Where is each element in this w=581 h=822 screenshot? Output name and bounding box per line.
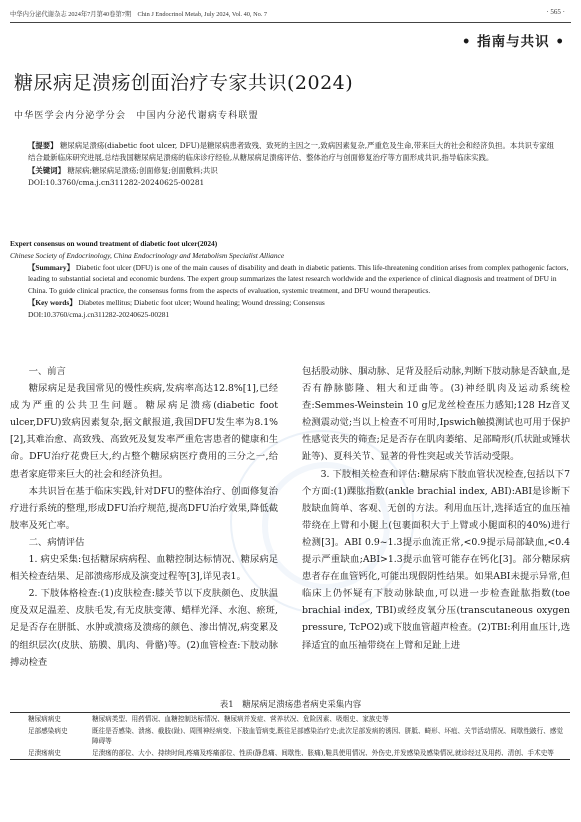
keywords-text-en: Diabetes mellitus; Diabetic foot ulcer; Wound healing; Wound dressing; Consensus xyxy=(78,297,325,307)
journal-header: 中华内分泌代谢杂志 2024年7月第40卷第7期 Chin J Endocrinol Metab, July 2024, Vol. 40, No. 7 xyxy=(10,11,268,18)
body-paragraph: 包括股动脉、腘动脉、足背及胫后动脉,判断下肢动脉是否缺血,是否有静脉膨隆、粗大和迂曲等。(3)神经肌肉及运动系统检查:Semmes-Weinstein 10 g尼龙丝检查压力感知;128 Hz音叉检测震动觉;当以上检查不可用时,Ipswich触摸测试也可用于保护性感觉丧失的筛查;足是否存在肌肉萎缩、足部畸形(爪状趾或锤状趾等)、夏科关节、显著的骨性突起或关节活动受限。 xyxy=(302,366,570,463)
table-cell-value: 足溃疡的部位、大小、持续时间,疼痛及疼痛部位、性质(静息痛、间歇性、胀痛),鞋具使用情况、外伤史,并发感染及感染情况,就诊经过及用药、清创、手术史等 xyxy=(90,747,570,760)
header-divider xyxy=(10,22,571,23)
abstract-cn xyxy=(28,140,558,190)
doi-en: DOI:10.3760/cma.j.cn311282-20240625-00281 xyxy=(28,309,170,319)
table-cell-key: 足部感染病史 xyxy=(28,727,68,735)
table-caption: 表1 糖尿病足溃疡患者病史采集内容 xyxy=(219,700,362,710)
body-paragraph: 本共识旨在基于临床实践,针对DFU的整体治疗、创面修复治疗进行系统的整理,形成DFU治疗规范,提高DFU治疗效果,降低截肢率及死亡率。 xyxy=(10,485,278,531)
right-column xyxy=(302,363,570,654)
summary-label: 【提要】 xyxy=(28,141,58,150)
article-title: 糖尿病足溃疡创面治疗专家共识(2024) xyxy=(14,72,354,94)
abstract-cn-summary xyxy=(28,140,558,165)
table-row xyxy=(10,747,570,760)
keywords-label: 【关键词】 xyxy=(28,165,65,175)
section-label: • 指南与共识 • xyxy=(461,34,565,50)
doi: DOI:10.3760/cma.j.cn311282-20240625-00281 xyxy=(28,178,205,188)
summary-text: 糖尿病足溃疡(diabetic foot ulcer, DFU)是糖尿病患者致残、致死的主因之一,致病因素复杂,严重危及生命,带来巨大的社会和经济负担。本共识专家组结合最新临床研究进展,总结我国糖尿病足溃疡的临床诊疗经验,从糖尿病足溃疡评估、整体治疗与创面修复治疗等方面形成共识,指导临床实践。 xyxy=(28,141,555,163)
table-cell-key: 足溃疡病史 xyxy=(10,747,90,760)
keywords-text: 糖尿病;糖尿病足溃疡;创面修复;创面敷料;共识 xyxy=(67,165,218,175)
keywords-label-en: 【Key words】 xyxy=(28,297,77,307)
abstract-cn-keywords xyxy=(28,165,558,177)
abstract-en xyxy=(10,238,570,321)
english-keywords xyxy=(10,297,570,309)
summary-text-en: Diabetic foot ulcer (DFU) is one of the main causes of disability and death in diabetic patients. This life-threatening condition arises from complex pathogenic factors, leading to substantial societal and economic burdens. The expert group summarizes the latest research worldwide and the experience of clinical diagnosis and treatment of DFU in China. To guide clinical practice, the consensus forms from the aspects of evaluation, systemic treatment, and DFU wound therapeutics. xyxy=(28,262,569,296)
table-row xyxy=(10,713,570,726)
table-cell-value: 既往是否感染、溃疡、截肢(趾)、周围神经病变、下肢血管病变,既往足部感染治疗史;此次足部发病的诱因、胼胝、畸形、坏疽、关节活动情况、间歇性跛行、感觉障碍等 xyxy=(92,727,564,745)
table-cell-value: 糖尿病类型、用药情况、血糖控制达标情况、糖尿病并发症、营养状况、危险因素、吸烟史、家族史等 xyxy=(90,713,570,726)
table-cell-key: 糖尿病病史 xyxy=(10,713,90,726)
page-number: · 565 · xyxy=(546,8,565,16)
english-title: Expert consensus on wound treatment of diabetic foot ulcer(2024) xyxy=(10,239,218,248)
english-org: Chinese Society of Endocrinology, China Endocrinology and Metabolism Specialist Alliance xyxy=(10,250,285,260)
body-paragraph: 糖尿病足是我国常见的慢性疾病,发病率高达12.8%[1],已经成为严重的公共卫生问题。糖尿病足溃疡(diabetic foot ulcer,DFU)致病因素复杂,据文献报道,我国DFU发生率为8.1%[2],其难治愈、高致残、高致死及复发率严重危害患者的健康和生命。DFU治疗花费巨大,约占整个糖尿病医疗费用的三分之一,给患者家庭带来巨大的社会和经济负担。 xyxy=(10,383,278,480)
table-row xyxy=(10,725,570,747)
body-paragraph: 3. 下肢相关检查和评估:糖尿病下肢血管状况检查,包括以下7个方面:(1)踝肱指数(ankle brachial index, ABI):ABI是诊断下肢缺血简单、客观、无创的方法。利用血压计,选择适宜的血压袖带绕在上臂和小腿上(包裹面积大于上臂或小腿面积的40%)进行检测[3]。ABI 0.9~1.3提示血流正常,<0.9提示局部缺血,<0.4提示严重缺血;ABI>1.3提示血管可能存在钙化[3]。部分糖尿病患者存在血管钙化,可能出现假阴性结果。如果ABI未提示异常,但临床上仍怀疑有下肢动脉缺血,可以进一步检查趾肱指数(toe brachial index, TBI)或经皮氧分压(transcutaneous oxygen pressure, TcPO2)或下肢血管超声检查。(2)TBI:利用血压计,选择适宜的血压袖带绕在上臂和足趾上进 xyxy=(302,468,570,651)
section-heading: 一、前言 xyxy=(28,366,66,377)
body-paragraph: 2. 下肢体格检查:(1)皮肤检查:膝关节以下皮肤颜色、皮肤温度及双足温差、皮肤毛发,有无皮肤变薄、蜡样光泽、水泡、瘀斑,足是否存在胼胝、水肿或溃疡及溃疡的颜色、渗出情况,病变累及的组织层次(皮肤、筋膜、肌肉、骨骼)等。(2)血管检查:下肢动脉搏动检查 xyxy=(10,588,278,668)
section-heading: 二、病情评估 xyxy=(28,536,85,548)
body-paragraph: 1. 病史采集:包括糖尿病病程、血糖控制达标情况、糖尿病足相关检查结果、足部溃疡形成及演变过程等[3],详见表1。 xyxy=(10,554,278,583)
history-table xyxy=(10,712,570,760)
english-summary xyxy=(10,262,570,297)
summary-label-en: 【Summary】 xyxy=(28,262,74,272)
authors: 中华医学会内分泌学分会 中国内分泌代谢病专科联盟 xyxy=(14,111,259,121)
left-column xyxy=(10,363,278,671)
